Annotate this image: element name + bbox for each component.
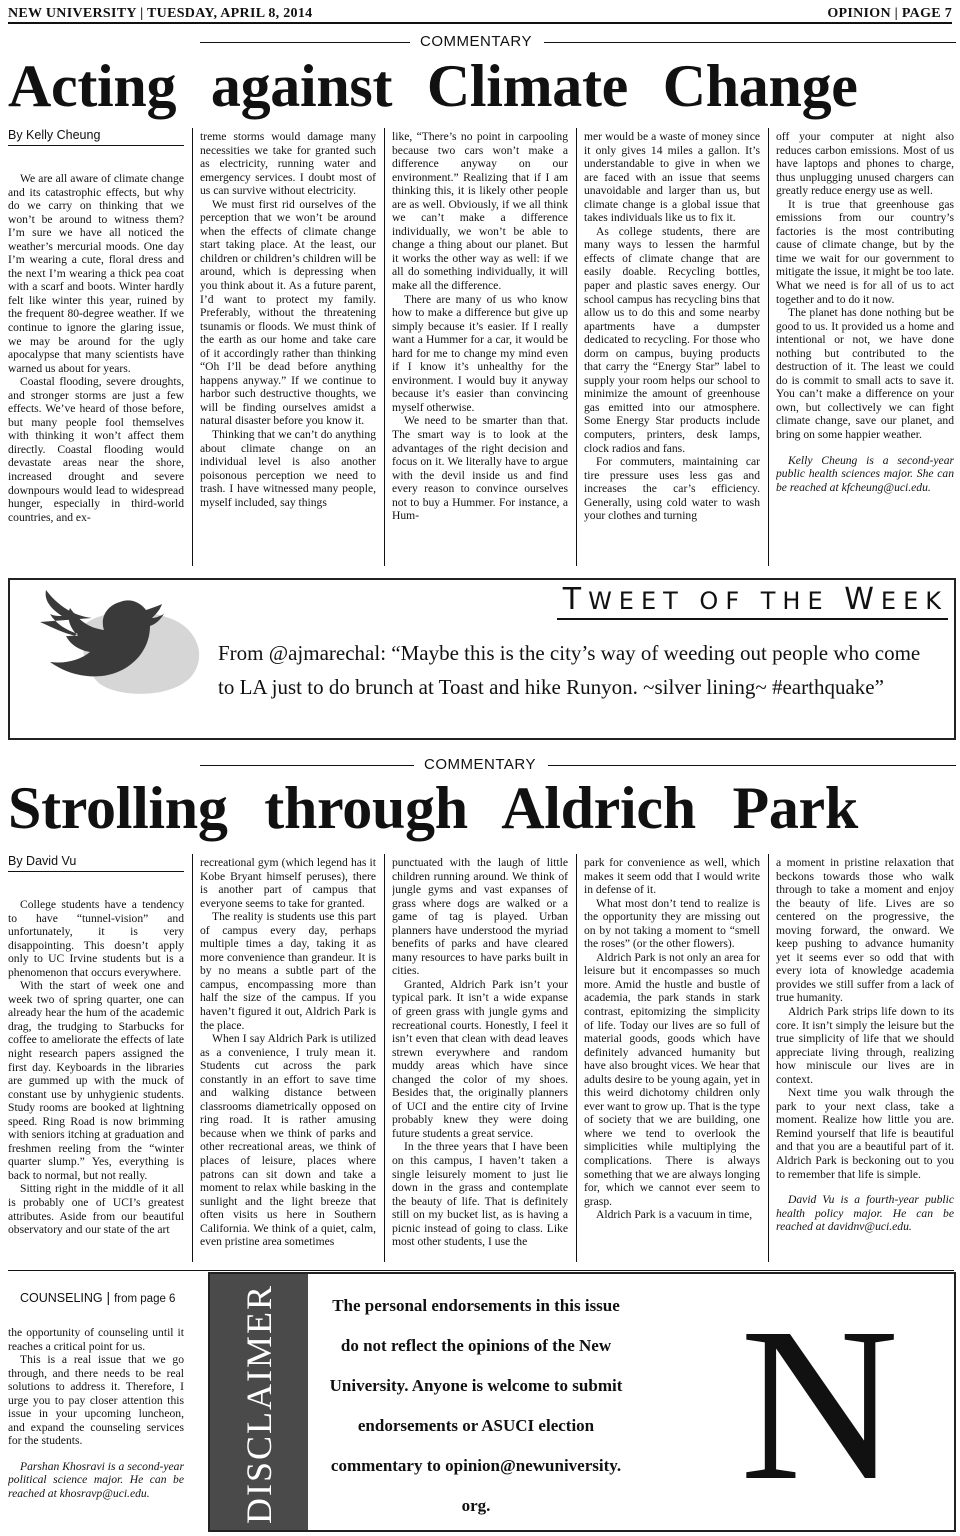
paragraph: We are all aware of climate change and its catastrophic effects, but why do we carry on thinking that we won’t be around to witness them? I’m sure we have all noticed the weather’s mercurial moods. One day I’m wearing a cute, floral dress and the next I’m wearing a thick pea coat with a scarf and boots. Winter hardly felt like winter this year, ruined by the frequent 80-degree weather. If we continue to ignore the glaring issue, we may be around for the ugly apocalypse that many scientists have warned us about for years. [8, 172, 184, 375]
paragraph: For commuters, maintaining car tire pressure uses less gas and increases the car’s efficiency. Generally, using cold water to wash your clothes and turning [584, 455, 760, 523]
paragraph: Next time you walk through the park to your next class, take a moment. Realize how little you are. Remind yourself that life is beautiful and that you are a beautiful part of it. Aldrich Park is beckoning out to you to remember that life is simple. [776, 1086, 954, 1181]
column-rule [384, 128, 385, 566]
tweet-of-the-week-box [8, 578, 956, 740]
disclaimer-box [208, 1272, 956, 1532]
paragraph: Aldrich Park strips life down to its core. It isn’t simply the leisure but the true simplicity of life that we should appreciate living through, realizing how miniscule our lives are in context. [776, 1005, 954, 1086]
counseling-column [8, 1326, 184, 1532]
article2-author-note: David Vu is a fourth-year public health policy major. He can be reached at davidnv@uci.edu. [776, 1193, 954, 1234]
heading-initial: W [844, 582, 881, 617]
paragraph: off your computer at night also reduces carbon emissions. Most of us have laptops and phones to charge, thus unplugging unused chargers can greatly reduce energy use as well. [776, 130, 954, 198]
article2-column-4 [584, 856, 760, 1262]
counseling-from-page: from page 6 [114, 1293, 176, 1305]
paragraph: In the three years that I have been on this campus, I haven’t taken a single leisurely moment to just lie down in the grass and contemplate the beauty of life. That is definitely still on my bucket list, as is having a picnic instead of going to class. Like most other students, I use the [392, 1140, 568, 1249]
column-rule [192, 128, 193, 566]
article2-column-1 [8, 898, 184, 1262]
article1-column-5 [776, 130, 954, 566]
tweet-heading [557, 582, 948, 620]
kicker-rule-right [548, 765, 956, 766]
bird-icon [20, 588, 210, 698]
article2-column-3 [392, 856, 568, 1262]
article1-headline: Acting against Climate Change [8, 53, 858, 119]
paragraph: Granted, Aldrich Park isn’t your typical park. It isn’t a wide expanse of green grass with jungle gyms and recreational courts. Honestly, I feel it isn’t even that clean with dead leaves strewn everywhere and random muddy areas which have since changed the color of my shoes. Besides that, the originally planners of UCI and the entire city of Irvine probably knew they were doing future students a great service. [392, 977, 568, 1140]
article1-column-1 [8, 172, 184, 568]
separator: | [102, 1289, 115, 1305]
paragraph: The planet has done nothing but be good to us. It provided us a home and intentional or not, we have done nothing but contributed to the destruction of it. The least we could do is commit to small acts to save it. You can’t make a difference on your own, but collectively we can fight climate change, save our planet, and bring on some happier weather. [776, 306, 954, 442]
paragraph: With the start of week one and week two of spring quarter, one can already hear the hum of the academic drag, the trudging to Starbucks for coffee to ameliorate the effects of late night research papers assigned the first day. Keyboards in the libraries are gummed up with the muck of constant use by unhygienic students. Study rooms are booked at lightning speed. Ring Road is now brimming with seniors itching at graduation and freshmen reeling from the “winter quarter slump.” Yes, everything is back to normal, but not really. [8, 979, 184, 1182]
disclaimer-label: DISCLAIMER [239, 1283, 279, 1525]
kicker-rule-left [200, 42, 410, 43]
paragraph: As college students, there are many ways to lessen the harmful effects of climate change that are easily doable. Recycling bottles, paper and plastic saves energy. Our school campus has recycling bins that allow us to do this and some nearby apartments have a dumpster dedicated to recycling. For those who dorm on campus, buying products that carry the “Energy Star” label to supply your room helps our school to minimize the amount of greenhouse gas emitted into our atmosphere. Some Energy Star products include computers, printers, desk lamps, clock radios and fans. [584, 224, 760, 455]
kicker-rule-right [544, 42, 956, 43]
paragraph: the opportunity of counseling until it reaches a critical point for us. [8, 1326, 184, 1353]
heading-text: EEK [880, 587, 948, 615]
kicker-rule-left [200, 765, 414, 766]
article2-column-2 [200, 856, 376, 1262]
paragraph: We need to be smarter than that. The smart way is to look at the advantages of the right decision and focus on it. We literally have to argue with the devil inside us and find every reason to convince ourselves not to buy a Hummer. For instance, a Hum- [392, 414, 568, 523]
disclaimer-text [318, 1286, 634, 1526]
tweet-text: From @ajmarechal: “Maybe this is the city’s way of weeding out people who come to LA just to do brunch at Toast and hike Runyon. ~silver lining~ #earthquake” [218, 641, 921, 699]
paragraph: like, “There’s no point in carpooling because two cars won’t make a difference anyway on our environment.” Realizing that if I am thinking this, it is likely other people are as well. Obviously, if we all think we can’t make a difference individually, we won’t be able to change a thing about our planet. But it works the other way as well: if we all do something individually, it will make all the difference. [392, 130, 568, 293]
paragraph: a moment in pristine relaxation that beckons towards those who walk through to take a moment and enjoy the beauty of life. Lives are so centered on the progressive, the moving forward, the onward. We keep pushing to advance humanity yet it seems ever so odd that with every iota of knowledge academia provides we still suffer from a lack of true humanity. [776, 856, 954, 1005]
column-rule [192, 854, 193, 1262]
article1-column-3 [392, 130, 568, 566]
paragraph: It is true that greenhouse gas emissions from our country’s factories is the most contributing cause of climate change, but by the time we wait for our government to mitigate the issue, it might be too late. What we need is for all of us to act together and to do it now. [776, 197, 954, 306]
paragraph: Aldrich Park is a vacuum in time, [596, 1208, 753, 1222]
counseling-section: COUNSELING [20, 1291, 103, 1305]
disclaimer-line: do not reflect the opinions of the New [340, 1336, 612, 1355]
column-rule [576, 128, 577, 566]
paragraph: What most don’t tend to realize is the opportunity they are missing out on by not taking a moment to “smell the roses” (or the other flowers). [584, 896, 760, 951]
section-page: OPINION | PAGE 7 [827, 6, 952, 21]
article2-column-5 [776, 856, 954, 1262]
article2-byline: By David Vu [8, 854, 184, 872]
disclaimer-line: commentary to opinion@newuniversity. [330, 1456, 622, 1475]
disclaimer-side-panel [210, 1274, 308, 1530]
column-rule [768, 854, 769, 1262]
paragraph: There are many of us who know how to make a difference but give up simply because it’s easier. If I really want a Hummer for a car, it would be hard for me to change my mind even if I know it’s unhealthy for the environment. I would buy it anyway because it’s easier than convincing myself otherwise. [392, 292, 568, 414]
disclaimer-line: University. Anyone is welcome to submit [329, 1376, 623, 1395]
paragraph: mer would be a waste of money since it only gives 14 miles a gallon. It’s understandable to give in when we are faced with an issue that seems unavoidable and larger than us, but climate change is a global issue that takes individuals like us to fix it. [584, 130, 760, 225]
article1-kicker: COMMENTARY [420, 33, 532, 50]
paragraph: Aldrich Park is not only an area for leisure but it encompasses so much more. Amid the hustle and bustle of academia, the park stands in stark contrast, epitomizing the simplicity of life. Today our lives are so full of material goods, goods which have definitely advanced humanity but have also brought vices. We hear that adults desire to be young again, yet in this weird dichotomy children only ever want to grow up. That is the type of society that we are building, one where we tend to overlook the simplicities while multiplying the complications. There is always something that we are always longing for, which we cannot ever seem to grasp. [584, 950, 760, 1208]
counseling-author-note: Parshan Khosravi is a second-year political science major. He can be reached at khosravp@uci.edu. [8, 1459, 184, 1501]
disclaimer-line: endorsements or ASUCI election [357, 1416, 595, 1435]
disclaimer-line: The personal endorsements in this issue [332, 1296, 620, 1315]
column-rule [384, 854, 385, 1262]
heading-initial: T [562, 582, 589, 617]
paragraph: The reality is students use this part of campus every day, perhaps multiple times a day, taking it as more convenience than grandeur. It is by no means a subtle part of the campus, encompassing more than half the size of the campus. If you haven’t figured it out, Aldrich Park is the place. [200, 910, 376, 1032]
disclaimer-line: org. [461, 1496, 491, 1515]
issue-info: NEW UNIVERSITY | TUESDAY, APRIL 8, 2014 [8, 6, 313, 21]
paragraph: This is a real issue that we go through, and there needs to be real solutions to address it. Therefore, I urge you to pay closer attention this issue in your upcoming luncheon, and expand the counseling services for the students. [8, 1353, 184, 1448]
heading-text: WEET OF THE [588, 587, 845, 615]
column-rule [576, 854, 577, 1262]
paragraph: We must first rid ourselves of the perception that we won’t be around when the effects of climate change start taking place. At the least, our children or children’s children will be around, which is depressing when you think about it. As a future parent, I’d want to protect my family. Preferably, without the threatening tsunamis or floods. We must think of the earth as our home and take care of it accordingly rather than thinking “Oh I’ll be dead before anything happens anyway.” If we continue to harbor such destructive thoughts, we will be finding ourselves amidst a natural disaster before you know it. [200, 197, 376, 428]
article1-column-2 [200, 130, 376, 566]
column-rule [768, 128, 769, 566]
section-divider [8, 1270, 954, 1271]
paragraph: punctuated with the laugh of little children running around. We think of jungle gyms and vast expanses of grass where dogs are walked or a game of tag is played. Urban planners have understood the myriad benefits of parks and have cleared many resources to have parks built in cities. [392, 856, 568, 978]
article2-headline: Strolling through Aldrich Park [8, 775, 858, 841]
paragraph: treme storms would damage many necessities we take for granted such as electricity, running water and emergency services. I doubt most of us can survive without electricity. [200, 130, 376, 198]
paragraph: When I say Aldrich Park is utilized as a convenience, I truly mean it. Students cut across the park constantly in an effort to save time and walking distance between classrooms diametrically opposed on ring road. It is rather amusing because when we think of parks and other recreational areas, we think of places of leisure, places where patrons can sit down and take a moment to relax while basking in the sunlight and the light breeze that often visits us here in Southern California. We think of a quiet, calm, even pristine area sometimes [200, 1032, 376, 1249]
article1-author-note: Kelly Cheung is a second-year public health sciences major. She can be reached at kfcheung@uci.edu. [776, 453, 954, 494]
article2-kicker: COMMENTARY [424, 756, 536, 773]
paragraph: Coastal flooding, severe droughts, and stronger storms are just a few effects. We’ve heard of those before, but many people fool themselves with thinking it won’t affect them directly. Coastal flooding would devastate areas near the shore, increased drought and severe downpours would lead to widespread hunger, especially in third-world countries, and ex- [8, 375, 184, 524]
paragraph: Sitting right in the middle of it all is probably one of UCI’s greatest attributes. Aside from our beautiful observatory and our state of the art [8, 1182, 184, 1237]
paragraph: recreational gym (which legend has it Kobe Bryant himself peruses), there is another part of campus that everyone seems to take for granted. [200, 856, 376, 910]
paragraph: park for convenience as well, which makes it seem odd that I would write in defense of it. [584, 856, 760, 897]
page-header [8, 4, 952, 24]
article1-column-4 [584, 130, 760, 566]
paragraph: College students have a tendency to have “tunnel-vision” and unfortunately, it is very disappointing. This doesn’t apply only to UC Irvine students but is a phenomenon that occurs everywhere. [8, 898, 184, 979]
new-university-logo: N [740, 1282, 899, 1526]
paragraph: Thinking that we can’t do anything about climate change on an individual level is also another poisonous perception we need to trash. I have witnessed many people, myself included, say things [200, 428, 376, 509]
article1-byline: By Kelly Cheung [8, 128, 184, 146]
counseling-jump-head [20, 1289, 175, 1305]
